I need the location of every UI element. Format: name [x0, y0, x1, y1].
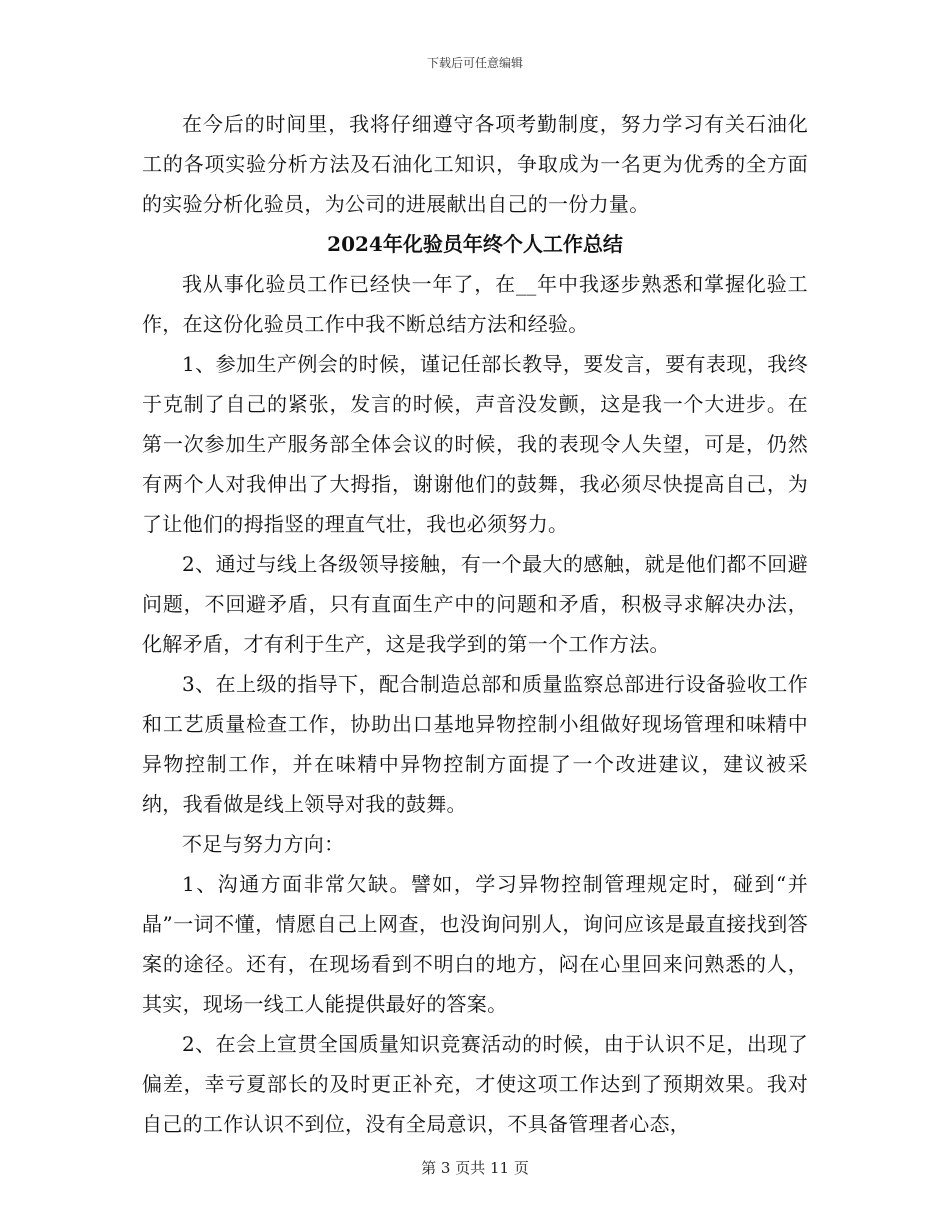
section-paragraph: 3、在上级的指导下，配合制造总部和质量监察总部进行设备验收工作和工艺质量检查工作，协助出口基地异物控制小组做好现场管理和味精中异物控制工作，并在味精中异物控制方面提了一个改进建议，建议被采纳，我看做是线上领导对我的鼓舞。: [142, 672, 808, 816]
page-number: 第 3 页共 11 页: [421, 1159, 529, 1177]
section-title: 2024年化验员年终个人工作总结: [327, 232, 623, 256]
subheading-paragraph: 不足与努力方向：: [182, 832, 345, 856]
page-header: 下载后可任意编辑: [426, 56, 523, 70]
section-paragraph: 1、参加生产例会的时候，谨记任部长教导，要发言，要有表现，我终于克制了自己的紧张，发言的时候，声音没发颤，这是我一个大进步。在第一次参加生产服务部全体会议的时候，我的表现令人失望，可是，仍然有两个人对我伸出了大拇指，谢谢他们的鼓舞，我必须尽快提高自己，为了让他们的拇指竖的理直气壮，我也必须努力。: [142, 352, 808, 536]
section-paragraph: 1、沟通方面非常欠缺。譬如，学习异物控制管理规定时，碰到“并晶”一词不懂，情愿自己上网查，也没询问别人，询问应该是最直接找到答案的途径。还有，在现场看到不明白的地方，闷在心里回来问熟悉的人，其实，现场一线工人能提供最好的答案。: [142, 872, 808, 1016]
section-paragraph: 2、在会上宣贯全国质量知识竞赛活动的时候，由于认识不足，出现了偏差，幸亏夏部长的及时更正补充，才使这项工作达到了预期效果。我对自己的工作认识不到位，没有全局意识，不具备管理者心态，: [142, 1032, 808, 1136]
section-paragraph: 2、通过与线上各级领导接触，有一个最大的感触，就是他们都不回避问题，不回避矛盾，只有直面生产中的问题和矛盾，积极寻求解决办法，化解矛盾，才有利于生产，这是我学到的第一个工作方法。: [142, 552, 808, 656]
intro-paragraph: 在今后的时间里，我将仔细遵守各项考勤制度，努力学习有关石油化工的各项实验分析方法及石油化工知识，争取成为一名更为优秀的全方面的实验分析化验员，为公司的进展献出自己的一份力量。: [142, 112, 808, 216]
section-paragraph: 我从事化验员工作已经快一年了，在__年中我逐步熟悉和掌握化验工作，在这份化验员工作中我不断总结方法和经验。: [142, 272, 808, 336]
document-body: [142, 104, 808, 1144]
